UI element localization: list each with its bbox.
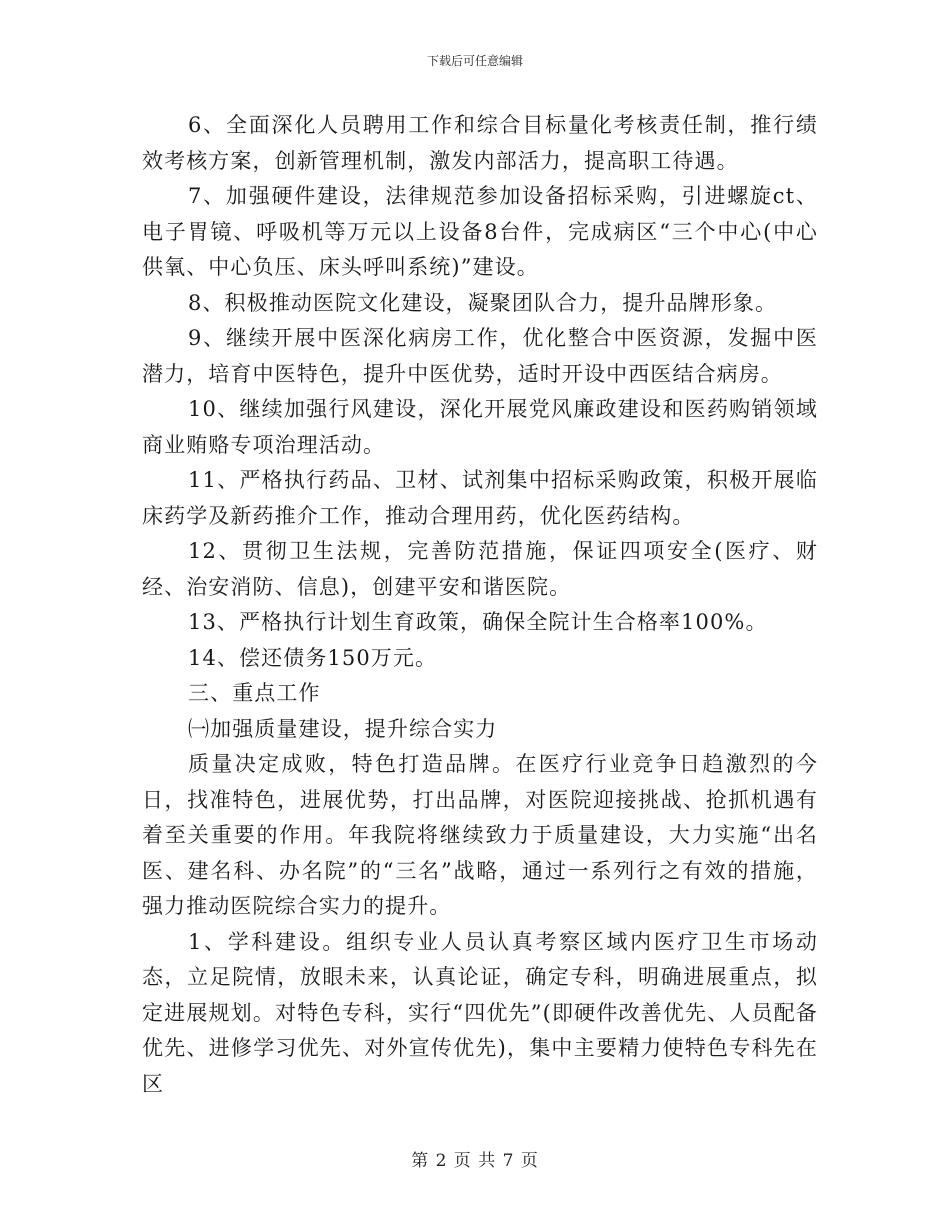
paragraph-item-12: 12、贯彻卫生法规，完善防范措施，保证四项安全(医疗、财经、治安消防、信息)，创建平安和谐医院。 (142, 539, 818, 599)
paragraph-discipline-building: 1、学科建设。组织专业人员认真考察区域内医疗卫生市场动态，立足院情，放眼未来，认真论证，确定专科，明确进展重点，拟定进展规划。对特色专科，实行“四优先”(即硬件改善优先、人员配备优先、进修学习优先、对外宣传优先)，集中主要精力使特色专科先在区 (142, 929, 818, 1096)
paragraph-item-6: 6、全面深化人员聘用工作和综合目标量化考核责任制，推行绩效考核方案，创新管理机制，激发内部活力，提高职工待遇。 (142, 113, 818, 173)
paragraph-item-9: 9、继续开展中医深化病房工作，优化整合中医资源，发掘中医潜力，培育中医特色，提升中医优势，适时开设中西医结合病房。 (142, 326, 818, 386)
paragraph-item-14: 14、偿还债务150万元。 (188, 645, 438, 670)
page-header: 下载后可任意编辑 (426, 54, 523, 68)
paragraph-quality-intro: 质量决定成败，特色打造品牌。在医疗行业竞争日趋激烈的今日，找准特色，进展优势，打出品牌，对医院迎接挑战、抢抓机遇有着至关重要的作用。年我院将继续致力于质量建设，大力实施“出名医、建名科、办名院”的“三名”战略，通过一系列行之有效的措施，强力推动医院综合实力的提升。 (142, 752, 818, 918)
section-heading-key-work: 三、重点工作 (188, 681, 321, 705)
subsection-heading-quality: ㈠加强质量建设，提升综合实力 (188, 716, 498, 741)
document-body (142, 108, 818, 1102)
paragraph-item-10: 10、继续加强行风建设，深化开展党风廉政建设和医药购销领域商业贿赂专项治理活动。 (142, 397, 818, 457)
paragraph-item-7: 7、加强硬件建设，法律规范参加设备招标采购，引进螺旋ct、电子胃镜、呼吸机等万元以上设备8台件，完成病区“三个中心(中心供氧、中心负压、床头呼叫系统)”建设。 (142, 184, 818, 279)
paragraph-item-8: 8、积极推动医院文化建设，凝聚团队合力，提升品牌形象。 (188, 290, 778, 315)
paragraph-item-13: 13、严格执行计划生育政策，确保全院计生合格率100%。 (188, 610, 768, 634)
page-number-footer: 第 2 页 共 7 页 (411, 1151, 539, 1171)
paragraph-item-11: 11、严格执行药品、卫材、试剂集中招标采购政策，积极开展临床药学及新药推介工作，推动合理用药，优化医药结构。 (142, 468, 818, 528)
